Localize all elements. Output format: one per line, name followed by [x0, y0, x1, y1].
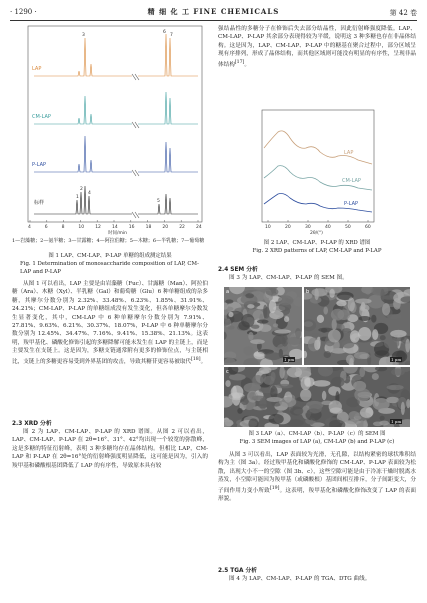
fig1-trace-plap — [34, 136, 198, 172]
sem-grain — [249, 392, 256, 400]
fig2-tick-label: 40 — [325, 225, 331, 230]
sem-grain — [225, 380, 230, 387]
sem-grain — [405, 361, 410, 365]
sem-grain — [264, 352, 281, 360]
fig1-tick-label: 22 — [179, 225, 185, 230]
fig1-tick-label: 16 — [128, 225, 135, 230]
fig1-axis-breaks — [132, 74, 139, 218]
sem-grain — [309, 419, 313, 424]
fig2-curve-lap — [264, 131, 372, 164]
sem-grain — [273, 323, 278, 327]
fig2-tick-label: 20 — [285, 225, 291, 230]
sem-grain — [227, 326, 234, 330]
fig1-xlabel: 时间/min — [108, 231, 128, 236]
sem-grain — [252, 375, 263, 385]
sem-grain — [323, 307, 328, 315]
sem-grain — [287, 337, 302, 345]
sem-grain — [355, 298, 372, 303]
left-text-block — [12, 280, 208, 366]
sem-grain — [266, 288, 279, 296]
fig1-caption-en: Fig. 1 Determination of monosaccharide composition of LAP, CM-LAP and P-LAP — [20, 261, 199, 275]
fig1-caption-cn: 图 1 LAP、CM-LAP、P-LAP 单糖的组成测定结果 — [48, 253, 172, 259]
fig2-label-cmlap: CM-LAP — [342, 178, 361, 184]
sem-grain — [228, 367, 238, 375]
sem-image-b — [304, 287, 410, 365]
right-text-top — [218, 25, 416, 69]
sem-grain — [225, 419, 233, 426]
sem-grain — [313, 380, 331, 387]
sem-grain — [346, 419, 361, 424]
sem-grain — [329, 400, 342, 412]
paragraph-sem-intro: 图 3 为 LAP、CM-LAP、P-LAP 的 SEM 图。 — [229, 275, 348, 281]
sem-grain — [348, 297, 355, 311]
header-rule — [10, 20, 417, 21]
fig3-caption-cn: 图 3 LAP（a）、CM-LAP（b）、P-LAP（c）的 SEM 图 — [248, 431, 386, 437]
fig1-peak-7: 7 — [170, 33, 173, 38]
fig1-label-plap: P-LAP — [32, 162, 47, 168]
sem-grain — [259, 367, 272, 374]
sem-grain — [391, 368, 405, 376]
journal-title: 精 细 化 工 FINE CHEMICALS — [147, 7, 280, 16]
sem-grain — [384, 337, 399, 348]
sem-grain — [357, 288, 361, 296]
paragraph-tga: 图 4 为 LAP、CM-LAP、P-LAP 的 TGA、DTG 曲线。 — [229, 576, 371, 582]
fig1-label-standard: 标样 — [34, 200, 45, 206]
sem-grain — [373, 398, 390, 410]
sem-grain — [253, 287, 266, 290]
sem-grain — [380, 289, 384, 300]
sem-grain — [266, 397, 282, 402]
fig1-peak-5: 5 — [157, 199, 160, 204]
fig1-tick-label: 6 — [44, 225, 48, 230]
sem-grain — [247, 304, 254, 309]
sem-grain — [270, 386, 277, 399]
ref-19: [19] — [269, 485, 280, 491]
sem-grain — [238, 321, 249, 330]
sem-scale-c: 1 μm — [391, 419, 402, 424]
fig1-label-cmlap: CM-LAP — [32, 114, 51, 120]
figure-2 — [258, 108, 378, 236]
fig2-tick-label: 10 — [265, 225, 271, 230]
sem-grain — [250, 339, 265, 344]
fig1-tick-label: 4 — [28, 225, 31, 230]
fig2-caption-en: Fig. 2 XRD patterns of LAP, CM-LAP and P-LAP — [252, 248, 382, 254]
sem-grain — [237, 408, 242, 414]
sem-grain — [342, 328, 351, 332]
sem-grain — [243, 358, 258, 365]
sem-grain — [284, 316, 289, 322]
paragraph-monosaccharide: 从图 1 可以看出，LAP 主要是由岩藻糖（Fuc）、甘露糖（Man）、阿拉伯糖（Ara）、木糖（Xyl）、半乳糖（Gal）和葡萄糖（Glu）6 种单糖组成的杂多糖，其摩尔分数分别为 2.32%、33.48%、6.23%、1.85%、31.91%、24.21%；CM-LAP、P-LAP 的单糖组成没有发生变化，但各单糖摩尔分数发生显著变化，其中，CM-LAP 中 6 种单糖摩尔分数分别为 7.91%、27.81%、9.63%、6.21%、30.37%、18.07%，P-LAP 中 6 种单糖摩尔分数分别为 12.45%、34.47%、7.16%、9.41%、15.38%、21.13%。这表明，羧甲基化、磷酸化修饰引起的多糖降解可能未发生在 LAP 的主链上，而是主要发生在支链上。这是因为，多糖支链通常附有更多的修饰位点，与主链相比，支链上的多糖更容易受到外界基团的攻击，导致其糖苷更容易被取代[18]。 — [12, 281, 208, 365]
volume-number: 第 42 卷 — [389, 9, 417, 17]
sem-grain — [387, 385, 404, 390]
sem-grain — [360, 407, 374, 418]
sem-grain — [372, 329, 378, 340]
sem-grain — [229, 287, 245, 294]
sem-panel-b-label: b — [306, 289, 310, 295]
paragraph-sem: 从图 3 可以看出，LAP 表面较为光滑，无孔隙，以结构紧密的球状堆积结构为主（图 3a）。经过羧甲基化和磷酸化修饰的 CM-LAP、P-LAP 表面较为松散，出现大小不一的空隙（图 3b、c），这些空隙可能是由于冷冻干燥时脱离水蒸发，小空隙可能因为羧甲基（或磷酸根）基团间相互排斥，分子间距变大，分子间作用力变小所致[19]。这表明，羧甲基化和磷酸化修饰改变了 LAP 的表面形貌。 — [218, 452, 416, 502]
fig1-trace-lap — [34, 34, 198, 76]
sem-grain — [350, 330, 360, 343]
sem-grain — [224, 332, 227, 340]
sem-grain — [309, 404, 322, 413]
paragraph-crystal: 强结晶性的多糖分子在修饰后失去部分结晶性，因此衍射峰强度降低。LAP、CM-LAP、P-LAP 其余部分表现得较为平缓，说明这 3 种多糖也存在非晶体结构。这是因为，LAP、CM-LAP、P-LAP 中的糖基在聚合过程中，部分区域呈现有序排列，形成了晶体结构，而其他区域则可能没有明显的有序性，呈现非晶体结构[17]。 — [218, 26, 416, 68]
sem-grain — [257, 319, 269, 323]
right-tga-text — [218, 575, 416, 583]
fig1-tick-label: 14 — [112, 225, 118, 230]
sem-grain — [268, 414, 283, 424]
sem-grain — [359, 304, 369, 312]
sem-grain — [390, 330, 406, 338]
right-sem-intro — [218, 274, 416, 282]
sem-grain — [387, 314, 402, 319]
sem-grain — [371, 315, 376, 323]
sem-grain — [380, 416, 385, 421]
page-number: · 1290 · — [10, 8, 37, 16]
fig1-peak-6: 6 — [163, 30, 166, 35]
sem-c-texture — [224, 367, 410, 427]
sem-b-texture — [304, 287, 410, 365]
fig2-caption-cn: 图 2 LAP、CM-LAP、P-LAP 的 XRD 谱图 — [263, 240, 371, 246]
fig1-peak-3: 3 — [82, 33, 85, 38]
fig1-peak-1: 1 — [76, 195, 79, 200]
fig1-xticks — [28, 220, 202, 230]
sem-grain — [358, 327, 371, 341]
sem-grain — [348, 411, 359, 420]
section-tga-heading: 2.5 TGA 分析 — [218, 568, 258, 574]
sem-grain — [332, 319, 337, 330]
fig2-tick-label: 30 — [305, 225, 311, 230]
sem-grain — [346, 355, 354, 365]
fig3-caption-en: Fig. 3 SEM images of LAP (a), CM-LAP (b) and P-LAP (c) — [239, 439, 395, 445]
sem-grain — [354, 388, 370, 401]
fig1-peak-2: 2 — [80, 187, 83, 192]
sem-grain — [337, 309, 350, 320]
sem-grain — [278, 295, 293, 305]
sem-grain — [290, 407, 303, 416]
sem-scale-b: 1 μm — [391, 357, 402, 362]
sem-grain — [324, 351, 331, 358]
sem-image-a — [224, 287, 302, 365]
sem-grain — [405, 339, 410, 353]
fig1-trace-standard — [34, 186, 198, 214]
fig1-tick-label: 18 — [145, 225, 152, 230]
fig2-label-lap: LAP — [344, 150, 354, 156]
sem-grain — [259, 324, 272, 332]
fig1-tick-label: 12 — [95, 225, 101, 230]
sem-grain — [264, 376, 275, 385]
ref-18: [18] — [191, 356, 201, 362]
sem-a-texture — [224, 287, 302, 365]
sem-grain — [245, 293, 254, 298]
sem-scale-a: 1 μm — [284, 357, 295, 362]
sem-grain — [229, 374, 246, 381]
ref-17: [17] — [234, 59, 245, 65]
sem-grain — [314, 288, 318, 300]
page-header — [10, 6, 417, 18]
section-xrd-heading: 2.3 XRD 分析 — [12, 421, 52, 427]
fig2-tick-label: 50 — [345, 225, 351, 230]
figure-2-svg — [258, 108, 378, 236]
sem-grain — [322, 391, 326, 401]
paragraph-xrd: 图 2 为 LAP、CM-LAP、P-LAP 的 XRD 谱图。从图 2 可以看出，LAP、CM-LAP、P-LAP 在 2θ=16°、31°、42°均出现一个较宽的弥散峰，这是多糖的特征衍射峰，表明 3 种多糖均存在晶体结构。但相比 LAP，CM-LAP 和 P-LAP 在 2θ=16°处的衍射峰强度明显降低，这可能是因为，引入的羧甲基和磷酸根基团降低了 LAP 的有序性，导致原本具有较 — [12, 429, 208, 469]
fig1-tick-label: 10 — [78, 225, 85, 230]
sem-grain — [263, 305, 267, 319]
sem-grain — [254, 352, 264, 357]
fig1-trace-cmlap — [34, 92, 198, 124]
sem-grain — [228, 312, 233, 317]
sem-grain — [318, 367, 333, 377]
sem-grain — [304, 377, 314, 387]
figure-1-svg — [20, 24, 206, 236]
sem-grain — [380, 335, 386, 340]
fig1-peak-4: 4 — [88, 191, 91, 196]
sem-grain — [317, 315, 324, 323]
sem-panel-a-label: a — [226, 289, 230, 295]
sem-grain — [304, 319, 316, 331]
fig1-tick-label: 24 — [196, 225, 202, 230]
sem-grain — [401, 402, 405, 415]
sem-grain — [336, 300, 347, 306]
sem-grain — [269, 300, 276, 313]
left-xrd-text — [12, 428, 208, 470]
sem-grain — [304, 351, 307, 358]
sem-grain — [311, 288, 327, 296]
fig1-label-lap: LAP — [32, 66, 42, 72]
sem-grain — [248, 332, 253, 340]
sem-grain — [329, 289, 335, 298]
sem-grain — [331, 377, 344, 388]
fig2-xlabel: 2θ/(°) — [310, 231, 323, 236]
sem-grain — [258, 404, 267, 408]
sem-grain — [359, 316, 371, 321]
sem-grain — [314, 340, 320, 351]
fig2-xticks — [265, 220, 371, 230]
right-sem-text — [218, 451, 416, 503]
fig1-tick-label: 20 — [162, 225, 169, 230]
sem-grain — [373, 421, 383, 426]
sem-grain — [232, 392, 240, 405]
sem-image-c — [224, 367, 410, 427]
fig1-tick-label: 8 — [61, 225, 65, 230]
sem-grain — [287, 367, 302, 378]
fig1-legend: 1—岩藻糖；2—氨半糖；3—甘露糖；4—阿拉伯糖；5—木糖；6—半乳糖；7—葡萄糖 — [12, 238, 205, 244]
fig2-tick-label: 60 — [365, 225, 371, 230]
sem-grain — [328, 329, 341, 342]
sem-grain — [382, 303, 390, 315]
sem-grain — [276, 384, 294, 389]
section-sem-heading: 2.4 SEM 分析 — [218, 267, 258, 273]
sem-grain — [300, 389, 311, 401]
sem-grain — [372, 373, 379, 380]
sem-grain — [365, 288, 371, 295]
sem-panel-c-label: c — [226, 369, 229, 375]
sem-grain — [274, 329, 291, 333]
sem-grain — [243, 346, 253, 355]
fig2-label-plap: P-LAP — [344, 201, 359, 207]
figure-1 — [20, 24, 206, 236]
sem-grain — [354, 352, 370, 359]
